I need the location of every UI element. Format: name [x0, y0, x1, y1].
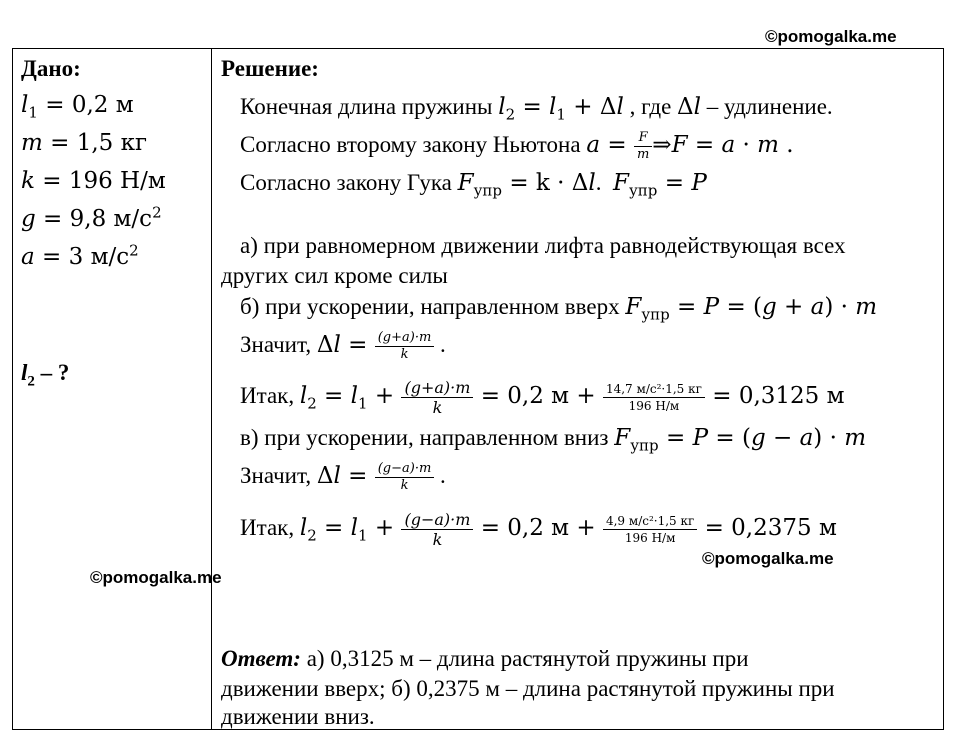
- sub-upr-4: упр: [630, 436, 659, 455]
- column-divider: [211, 48, 212, 730]
- given-l1: $l_1 = 0,2$ м: [21, 92, 134, 122]
- part-b-delta: Значит, Δl = $\frac{(g+a)\cdot m}{k}$ .: [240, 330, 446, 362]
- solution-line-2: Согласно второму закону Ньютона a = $\frac{F}{m}$ ⇒F = a · m .: [240, 130, 794, 162]
- frac-numeric-up-den: 196 Н/м: [628, 399, 680, 413]
- given-m-value: 1,5 кг: [76, 130, 148, 156]
- part-a-line-1: а) при равномерном движении лифта равнодействующая всех: [240, 233, 846, 258]
- frac-num-down-1: (g−a)·m: [375, 461, 435, 478]
- given-l1-value: 0,2 м: [71, 92, 134, 118]
- part-c-delta: Значит, Δl = $\frac{(g-a)\cdot m}{k}$ .: [240, 461, 446, 493]
- part-a-line-2: других сил кроме силы: [221, 263, 448, 288]
- given-g-value: 9,8 м/с: [69, 206, 153, 232]
- part-b-line: б) при ускорении, направленном вверх $F_{упр} = P = (g + a) \cdot m$: [240, 294, 878, 324]
- line1-text-a: Конечная длина пружины: [240, 94, 499, 119]
- find-suffix: – ?: [34, 360, 70, 385]
- frac-numeric-down-den: 196 Н/м: [624, 531, 676, 545]
- frac-numeric-down-num: 4,9 м/с²·1,5 кг: [603, 513, 697, 530]
- line1-text-b: , где: [623, 94, 678, 119]
- watermark-top: ©pomogalka.me: [765, 27, 897, 46]
- given-heading: Дано:: [21, 56, 81, 81]
- sub-upr-3: упр: [641, 305, 670, 324]
- frac-num-up-2: (g+a)·m: [401, 378, 473, 398]
- answer-line-3: движении вниз.: [221, 704, 375, 729]
- frac-num-down-2: (g−a)·m: [401, 510, 473, 530]
- sub-upr-1: упр: [473, 181, 503, 200]
- line2-text: Согласно второму закону Ньютона: [240, 131, 587, 157]
- line3-text: Согласно закону Гука: [240, 170, 458, 195]
- solution-heading: Решение:: [221, 56, 319, 81]
- frac-numeric-up-num: 14,7 м/с²·1,5 кг: [603, 381, 705, 398]
- result-down: = 0,2375 м: [697, 514, 837, 541]
- frac-num-up-1: (g+a)·m: [375, 330, 435, 347]
- answer-text-1: а) 0,3125 м – длина растянутой пружины при: [300, 646, 749, 671]
- itak-1: Итак,: [240, 382, 300, 408]
- answer-line-1: [221, 646, 749, 672]
- part-c-line: в) при ускорении, направленном вниз $F_{упр} = P = (g - a) \cdot m$: [240, 425, 867, 455]
- watermark-left: ©pomogalka.me: [90, 568, 222, 587]
- watermark-middle: ©pomogalka.me: [702, 549, 834, 568]
- znachit-1: Значит,: [240, 331, 317, 357]
- sub-upr-2: упр: [628, 181, 658, 200]
- answer-line-2: движении вверх; б) 0,2375 м – длина растянутой пружины при: [221, 676, 835, 701]
- part-c-text: в) при ускорении, направленном вниз: [240, 425, 615, 450]
- result-up: = 0,3125 м: [704, 382, 845, 409]
- frac-den-k-2: k: [432, 398, 443, 417]
- part-b-result: Итак, $l_2 = l_1$ + $\frac{(g+a)\cdot m}{k}$ = 0,2 м + $\frac{\text{14,7 м/с²·1,5 кг}}{196 Н/м}$ = 0,3125 м: [240, 378, 845, 417]
- given-g: g = 9,8 $м/с^2$: [21, 203, 162, 232]
- solution-line-3: Согласно закону Гука $F_{упр} = k \cdot \Delta l$. $F_{упр} = P$: [240, 170, 707, 200]
- given-a: a = 3 $м/с^2$: [21, 241, 139, 270]
- frac-den-k-1: k: [400, 347, 409, 362]
- find-symbol: l: [21, 360, 28, 385]
- frac-den-k-3: k: [400, 478, 409, 493]
- itak-2: Итак,: [240, 514, 300, 540]
- given-m: m = 1,5 кг: [21, 130, 148, 156]
- znachit-2: Значит,: [240, 462, 317, 488]
- answer-label: Ответ:: [221, 646, 301, 671]
- given-k: k = 196 Н/м: [21, 168, 166, 194]
- line1-text-c: – удлинение.: [701, 94, 833, 119]
- solution-line-1: Конечная длина пружины $l_2 = l_1 + \Delta l$ , где Δl – удлинение.: [240, 94, 833, 124]
- frac-den-k-4: k: [432, 530, 443, 549]
- part-c-result: Итак, $l_2 = l_1$ + $\frac{(g-a)\cdot m}{k}$ = 0,2 м + $\frac{\text{4,9 м/с²·1,5 кг}}{196 Н/м}$ = 0,2375 м: [240, 510, 837, 549]
- given-find: $l_2$ – ?: [21, 360, 70, 390]
- given-a-value: 3 м/с: [68, 244, 130, 270]
- given-k-value: 196 Н/м: [68, 168, 166, 194]
- part-b-text: б) при ускорении, направленном вверх: [240, 294, 626, 319]
